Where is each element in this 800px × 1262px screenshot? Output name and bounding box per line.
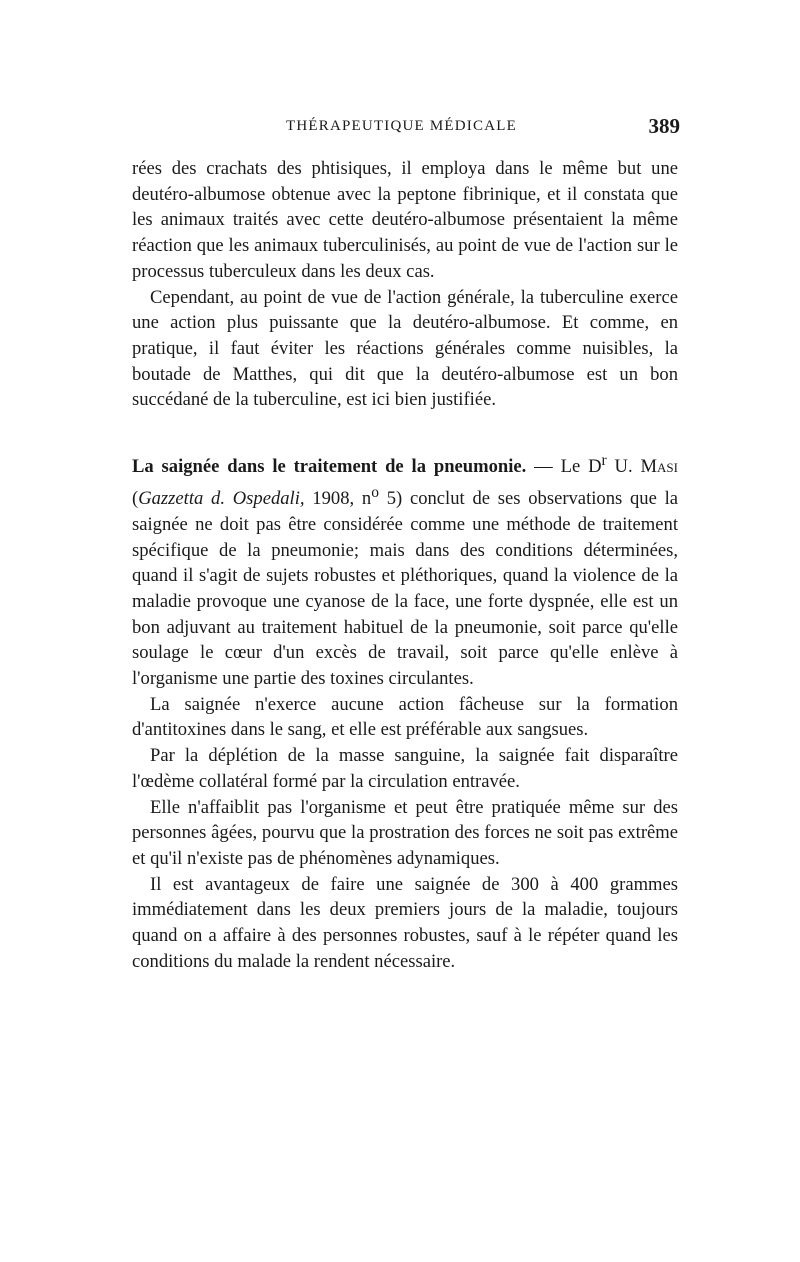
paragraph-depletion: Par la déplétion de la masse sanguine, la saignée fait disparaître l'œdème collatéral formé par la circulation entravée. [132,745,678,792]
body-text [132,156,678,974]
author-initial: U. [606,456,633,478]
paragraph-antitoxines: La saignée n'exerce aucune action fâcheuse sur la formation d'antitoxines dans le sang, et elle est préférable aux sangsues. [132,693,678,741]
running-title: THÉRAPEUTIQUE MÉDICALE [286,118,517,134]
paragraph-saignee-section [132,448,678,692]
dr-superscript: r [601,452,607,470]
author-name: Masi [640,456,678,478]
section-spacer [132,413,678,448]
section-heading: La saignée dans le traitement de la pneumonie. [132,456,527,478]
paragraph-continued: rées des crachats des phtisiques, il employa dans le même but une deutéro-albumose obtenue avec la peptone fibrinique, et il constata que les animaux traités avec cette deutéro-albumose présentaient la même réaction que les animaux tuberculinisés, au point de vue de l'action sur le processus tuberculeux dans les deux cas. [132,158,678,282]
paren-open: ( [132,488,139,510]
journal-title: Gazzetta d. Ospedali, [138,488,305,510]
section-body: 5) conclut de ses observations que la saignée ne doit pas être considérée comme une méthode de traitement spécifique de la pneumonie; mais dans des conditions déterminées, quand il s'agit de sujets robustes et pléthoriques, quand la violence de la maladie provoque une cyanose de la face, une forte dyspnée, elle est un bon adjuvant au traitement habituel de la pneumonie, soit parce qu'elle soulage le cœur d'un excès de travail, soit parce qu'elle enlève à l'organisme une partie des toxines circulantes. [132,488,679,690]
paragraph-avantageux: Il est avantageux de faire une saignée de 300 à 400 grammes immédiatement dans les deux premiers jours de la maladie, toujours quand on a affaire à des personnes robustes, sauf à le répéter quand les conditions du malade la rendent nécessaire. [132,873,678,972]
number-superscript: o [371,483,379,501]
page-number: 389 [648,114,680,138]
citation-year: 1908, n [304,488,372,510]
running-header [286,115,680,139]
section-dash: — Le D [526,456,602,478]
paragraph-affaiblit: Elle n'affaiblit pas l'organisme et peut être pratiquée même sur des personnes âgées, pourvu que la prostration des forces ne soit pas extrême et qu'il n'existe pas de phénomènes adynamiques. [132,796,678,869]
paragraph-tuberculine: Cependant, au point de vue de l'action générale, la tuberculine exerce une action plus puissante que la deutéro-albumose. Et comme, en pratique, il faut éviter les réactions générales comme nuisibles, la boutade de Matthes, qui dit que la deutéro-albumose est un bon succédané de la tuberculine, est ici bien justifiée. [132,286,678,411]
